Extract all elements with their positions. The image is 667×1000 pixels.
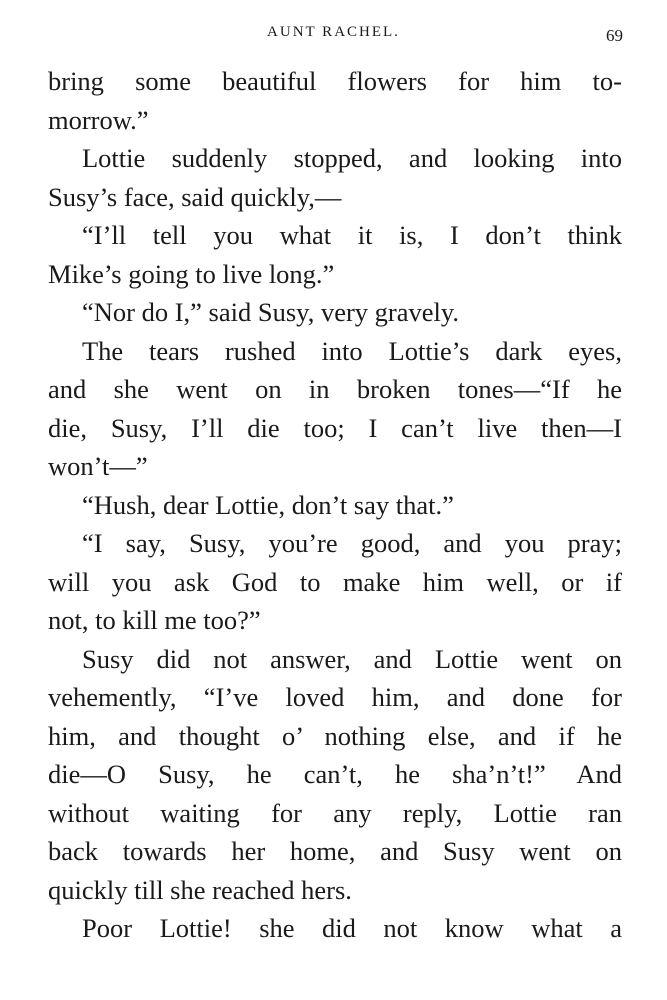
text-line: morrow.”	[48, 104, 149, 135]
text-line: The tears rushed into Lottie’s dark eyes,	[82, 335, 622, 366]
text-line: him, and thought o’ nothing else, and if he	[48, 720, 622, 751]
body-text	[48, 62, 622, 948]
running-title: AUNT RACHEL.	[267, 24, 400, 40]
text-line: die—O Susy, he can’t, he sha’n’t!” And	[48, 759, 622, 789]
text-line: “I’ll tell you what it is, I don’t think	[82, 220, 622, 250]
text-line: die, Susy, I’ll die too; I can’t live then—I	[48, 412, 622, 443]
text-line: “Hush, dear Lottie, don’t say that.”	[82, 489, 454, 520]
text-line: Poor Lottie! she did not know what a	[82, 913, 622, 943]
text-line: back towards her home, and Susy went on	[48, 836, 622, 866]
text-line: bring some beautiful flowers for him to-	[48, 66, 622, 96]
text-line: and she went on in broken tones—“If he	[48, 374, 622, 404]
text-line: will you ask God to make him well, or if	[48, 566, 622, 597]
text-line: Mike’s going to live long.”	[48, 258, 335, 289]
text-line: “Nor do I,” said Susy, very gravely.	[82, 297, 460, 327]
text-line: “I say, Susy, you’re good, and you pray;	[82, 528, 622, 558]
text-line: won’t—”	[48, 451, 148, 481]
text-line: quickly till she reached hers.	[48, 874, 352, 905]
text-line: Susy did not answer, and Lottie went on	[82, 643, 622, 674]
text-line: Lottie suddenly stopped, and looking into	[82, 143, 622, 173]
text-line: Susy’s face, said quickly,—	[48, 181, 342, 212]
text-line: vehemently, “I’ve loved him, and done for	[48, 682, 622, 712]
text-line: without waiting for any reply, Lottie ran	[48, 797, 622, 828]
text-line: not, to kill me too?”	[48, 605, 261, 635]
running-head	[0, 24, 667, 48]
page-number: 69	[606, 26, 623, 45]
